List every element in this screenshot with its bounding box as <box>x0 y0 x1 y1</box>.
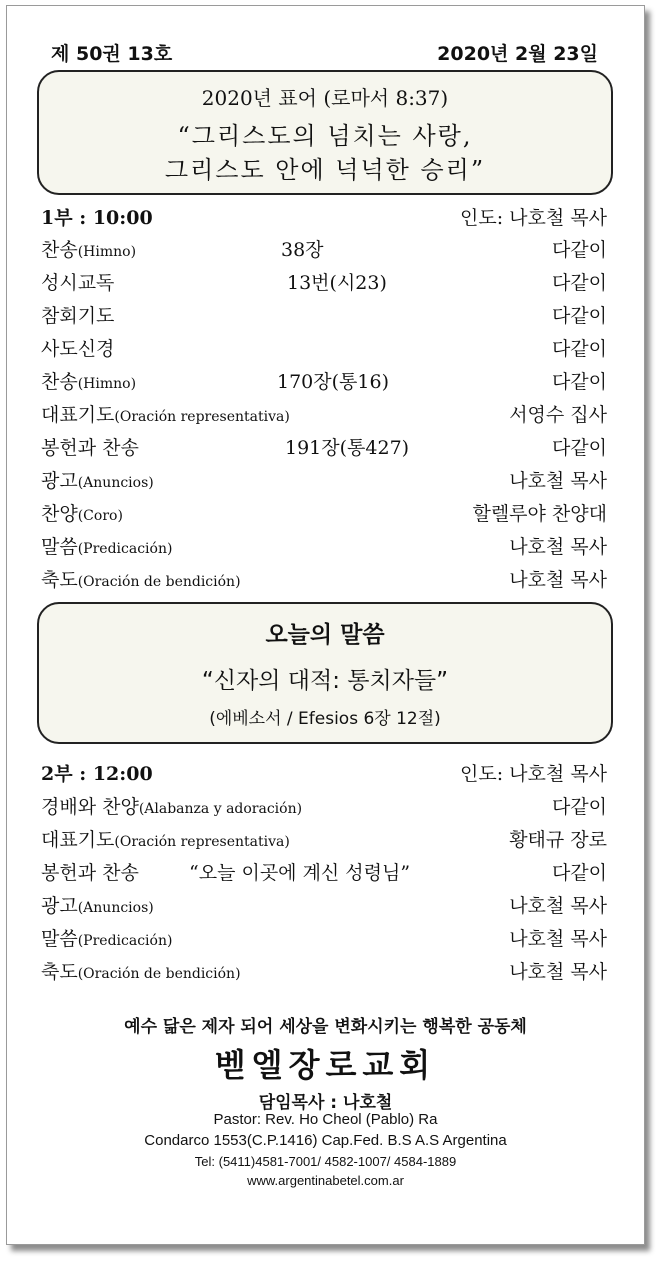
order-item-name <box>41 532 172 559</box>
order-item-spanish: (Oración de bendición) <box>77 966 241 982</box>
order-item-spanish: (Alabanza y adoración) <box>138 801 303 817</box>
order-row <box>41 466 607 496</box>
order-item-korean: 축도 <box>41 961 78 983</box>
order-item-person: 나호철 목사 <box>509 470 607 492</box>
order-item-person: 다같이 <box>551 796 607 818</box>
order-item-person: 나호철 목사 <box>509 961 607 983</box>
order-item-name <box>41 433 139 460</box>
bulletin-date: 2020년 2월 23일 <box>437 43 598 65</box>
sermon-box <box>37 602 613 744</box>
order-item-person: 서영수 집사 <box>509 404 607 426</box>
order-item-spanish: (Himno) <box>77 376 137 392</box>
sermon-heading: 오늘의 말씀 <box>265 622 385 648</box>
order-item-person: 다같이 <box>551 272 607 294</box>
order-row <box>41 891 607 921</box>
church-address: Condarco 1553(C.P.1416) Cap.Fed. B.S A.S Argentina <box>144 1132 507 1149</box>
order-item-spanish: (Oración de bendición) <box>77 574 241 590</box>
order-item-name <box>41 268 114 295</box>
senior-pastor-ko: 담임목사 : 나호철 <box>258 1093 393 1113</box>
order-item-korean: 참회기도 <box>41 305 115 327</box>
motto-year: 2020년 표어 (로마서 8:37) <box>201 86 449 110</box>
order-item-name <box>41 858 139 885</box>
service-2-leader: 인도: 나호철 목사 <box>460 763 607 785</box>
volume-number: 제 50권 13호 <box>51 43 173 65</box>
order-item-korean: 찬양 <box>41 503 78 525</box>
order-item-hymn: 170장(통16) <box>277 371 389 393</box>
order-item-name <box>41 891 154 918</box>
order-item-korean: 말씀 <box>41 536 78 558</box>
order-row <box>41 499 607 529</box>
order-item-hymn: “오늘 이곳에 계신 성령님” <box>189 862 411 884</box>
order-item-name <box>41 924 172 951</box>
order-item-spanish: (Oración representativa) <box>114 834 290 850</box>
church-website[interactable]: www.argentinabetel.com.ar <box>247 1173 404 1188</box>
order-item-person: 나호철 목사 <box>509 895 607 917</box>
order-item-name <box>41 301 114 328</box>
order-item-person: 나호철 목사 <box>509 928 607 950</box>
order-item-person: 다같이 <box>551 437 607 459</box>
order-item-spanish: (Predicación) <box>77 933 173 949</box>
order-item-spanish: (Coro) <box>77 508 123 524</box>
order-item-korean: 경배와 찬양 <box>41 796 139 818</box>
order-item-person: 나호철 목사 <box>509 536 607 558</box>
order-item-spanish: (Predicación) <box>77 541 173 557</box>
order-row <box>41 301 607 331</box>
order-row <box>41 367 607 397</box>
order-item-hymn: 13번(시23) <box>287 272 387 294</box>
order-row <box>41 825 607 855</box>
order-row <box>41 565 607 595</box>
order-item-person: 다같이 <box>551 338 607 360</box>
order-item-korean: 찬송 <box>41 239 78 261</box>
order-item-hymn: 191장(통427) <box>285 437 410 459</box>
order-item-person: 황태규 장로 <box>509 829 607 851</box>
order-item-spanish: (Anuncios) <box>77 900 154 916</box>
church-phone: Tel: (5411)4581-7001/ 4582-1007/ 4584-1889 <box>194 1154 457 1169</box>
service-2-title: 2부 : 12:00 <box>41 763 153 785</box>
order-item-name <box>41 957 241 984</box>
order-item-person: 다같이 <box>551 371 607 393</box>
order-item-hymn: 38장 <box>281 239 324 261</box>
order-item-person: 할렐루야 찬양대 <box>472 503 607 525</box>
order-item-spanish: (Himno) <box>77 244 137 260</box>
order-item-person: 다같이 <box>551 239 607 261</box>
motto-line-1: “그리스도의 넘치는 사랑, <box>177 122 473 150</box>
order-item-korean: 성시교독 <box>41 272 115 294</box>
order-item-korean: 광고 <box>41 895 78 917</box>
sermon-title: “신자의 대적: 통치자들” <box>201 668 449 694</box>
order-row <box>41 532 607 562</box>
order-row <box>41 792 607 822</box>
order-item-korean: 사도신경 <box>41 338 115 360</box>
bulletin-page <box>6 5 645 1245</box>
order-item-korean: 대표기도 <box>41 404 115 426</box>
order-item-name <box>41 499 123 526</box>
service-1-leader: 인도: 나호철 목사 <box>460 207 607 229</box>
order-row <box>41 433 607 463</box>
order-item-korean: 대표기도 <box>41 829 115 851</box>
order-item-name <box>41 367 136 394</box>
church-name: 벧엘장로교회 <box>214 1046 437 1084</box>
order-item-person: 나호철 목사 <box>509 569 607 591</box>
church-slogan: 예수 닮은 제자 되어 세상을 변화시키는 행복한 공동체 <box>124 1017 527 1037</box>
order-item-name <box>41 334 114 361</box>
order-item-spanish: (Oración representativa) <box>114 409 290 425</box>
order-row <box>41 268 607 298</box>
order-item-korean: 찬송 <box>41 371 78 393</box>
order-row <box>41 957 607 987</box>
order-item-name <box>41 565 241 592</box>
order-item-name <box>41 792 302 819</box>
order-item-person: 다같이 <box>551 862 607 884</box>
order-item-korean: 광고 <box>41 470 78 492</box>
service-1-title: 1부 : 10:00 <box>41 207 153 229</box>
motto-box <box>37 70 613 195</box>
order-item-korean: 봉헌과 찬송 <box>41 862 139 884</box>
order-item-name <box>41 400 290 427</box>
order-row <box>41 235 607 265</box>
order-item-name <box>41 825 290 852</box>
order-item-name <box>41 235 136 262</box>
sermon-reference: (에베소서 / Efesios 6장 12절) <box>209 709 441 729</box>
order-row <box>41 924 607 954</box>
order-row <box>41 334 607 364</box>
order-item-person: 다같이 <box>551 305 607 327</box>
order-item-name <box>41 466 154 493</box>
motto-line-2: 그리스도 안에 넉넉한 승리” <box>164 156 486 184</box>
order-item-korean: 봉헌과 찬송 <box>41 437 139 459</box>
order-item-spanish: (Anuncios) <box>77 475 154 491</box>
order-item-korean: 말씀 <box>41 928 78 950</box>
senior-pastor-en: Pastor: Rev. Ho Cheol (Pablo) Ra <box>213 1111 438 1128</box>
order-row <box>41 858 607 888</box>
order-row <box>41 400 607 430</box>
order-item-korean: 축도 <box>41 569 78 591</box>
